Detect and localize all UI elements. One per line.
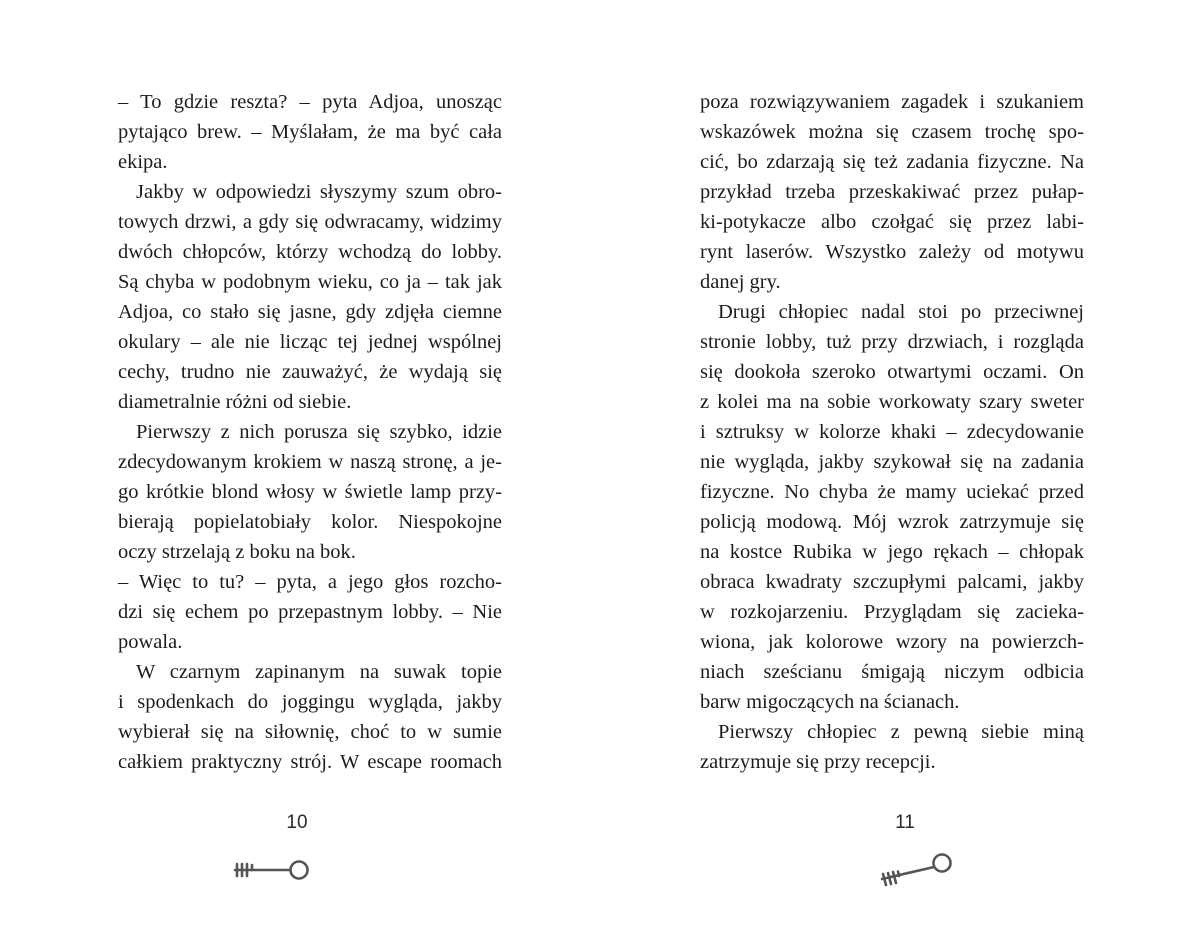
text-line: zdecydowanym krokiem w naszą stronę, a je-: [118, 451, 502, 473]
text-line: niach sześcianu śmigają niczym odbicia: [700, 661, 1084, 683]
text-line: dzi się echem po przepastnym lobby. – Nie: [118, 601, 502, 623]
text-line: nie wygląda, jakby szykował się na zadania: [700, 451, 1084, 473]
page-number: 10: [286, 812, 308, 833]
text-line: cić, bo zdarzają się też zadania fizyczne. Na: [700, 151, 1084, 173]
text-line: i sztruksy w kolorze khaki – zdecydowanie: [700, 421, 1084, 443]
text-line: wskazówek można się czasem trochę spo-: [700, 121, 1084, 143]
text-line: na kostce Rubika w jego rękach – chłopak: [700, 541, 1084, 563]
text-line: zatrzymuje się przy recepcji.: [700, 751, 936, 773]
text-line: rynt laserów. Wszystko zależy od motywu: [700, 241, 1084, 263]
key-icon: [878, 848, 958, 888]
left-page-text: [118, 87, 502, 777]
text-line: powala.: [118, 631, 183, 653]
text-line: obraca kwadraty szczupłymi palcami, jakby: [700, 571, 1084, 593]
text-line: z kolei ma na sobie workowaty szary sweter: [700, 391, 1084, 413]
text-line: Drugi chłopiec nadal stoi po przeciwnej: [718, 301, 1084, 323]
text-line: pytająco brew. – Myślałam, że ma być cała: [118, 121, 502, 143]
text-line: W czarnym zapinanym na suwak topie: [136, 661, 502, 683]
text-line: cechy, trudno nie zauważyć, że wydają się: [118, 361, 502, 383]
text-line: i spodenkach do joggingu wygląda, jakby: [118, 691, 502, 713]
text-line: – To gdzie reszta? – pyta Adjoa, unosząc: [118, 91, 502, 113]
text-line: Pierwszy chłopiec z pewną siebie miną: [718, 721, 1084, 743]
text-line: w rozkojarzeniu. Przyglądam się zacieka-: [700, 601, 1084, 623]
text-line: się dookoła szeroko otwartymi oczami. On: [700, 361, 1084, 383]
key-icon: [232, 852, 312, 886]
text-line: fizyczne. No chyba że mamy uciekać przed: [700, 481, 1084, 503]
text-line: stronie lobby, tuż przy drzwiach, i rozgląda: [700, 331, 1084, 353]
text-line: danej gry.: [700, 271, 781, 293]
text-line: wybierał się na siłownię, choć to w sumie: [118, 721, 502, 743]
page-number: 11: [895, 812, 915, 833]
text-line: ekipa.: [118, 151, 168, 173]
text-line: – Więc to tu? – pyta, a jego głos rozcho-: [118, 571, 502, 593]
text-line: oczy strzelają z boku na bok.: [118, 541, 356, 563]
text-line: okulary – ale nie licząc tej jednej wspólnej: [118, 331, 502, 353]
text-line: diametralnie różni od siebie.: [118, 391, 352, 413]
text-line: bierają popielatobiały kolor. Niespokojne: [118, 511, 502, 533]
text-line: wiona, jak kolorowe wzory na powierzch-: [700, 631, 1084, 653]
text-line: przykład trzeba przeskakiwać przez pułap-: [700, 181, 1084, 203]
text-line: Adjoa, co stało się jasne, gdy zdjęła ciemne: [118, 301, 502, 323]
text-line: Pierwszy z nich porusza się szybko, idzie: [136, 421, 502, 443]
text-line: poza rozwiązywaniem zagadek i szukaniem: [700, 91, 1084, 113]
text-line: towych drzwi, a gdy się odwracamy, widzimy: [118, 211, 502, 233]
text-line: Jakby w odpowiedzi słyszymy szum obro-: [136, 181, 502, 203]
text-line: go krótkie blond włosy w świetle lamp przy-: [118, 481, 502, 503]
text-line: całkiem praktyczny strój. W escape roomach: [118, 751, 502, 773]
text-line: ki-potykacze albo czołgać się przez labi-: [700, 211, 1084, 233]
right-page-text: [700, 87, 1084, 777]
text-line: policją modową. Mój wzrok zatrzymuje się: [700, 511, 1084, 533]
text-line: barw migoczących na ścianach.: [700, 691, 960, 713]
text-line: Są chyba w podobnym wieku, co ja – tak jak: [118, 271, 502, 293]
text-line: dwóch chłopców, którzy wchodzą do lobby.: [118, 241, 502, 263]
